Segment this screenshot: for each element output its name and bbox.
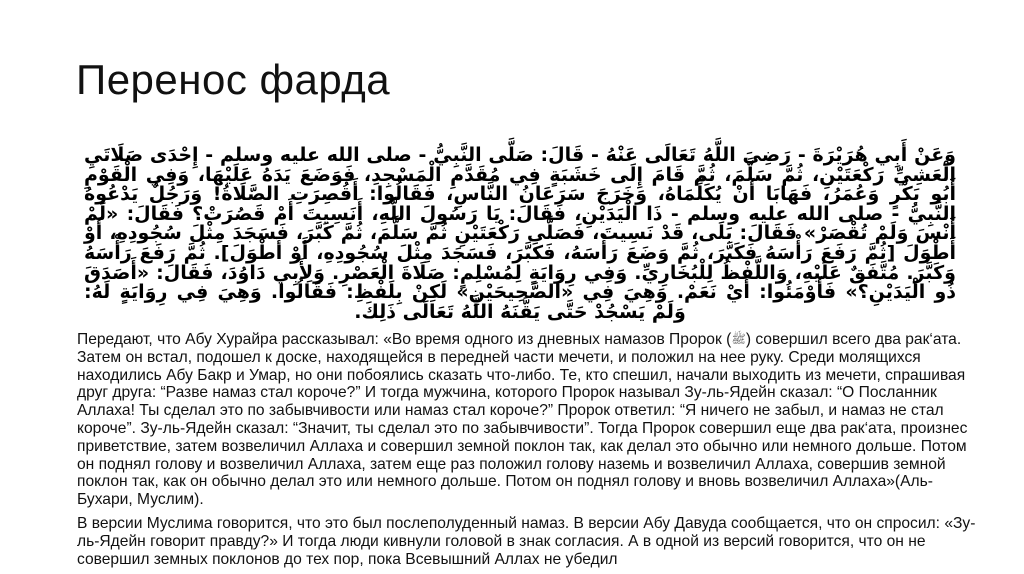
russian-translation (77, 331, 977, 574)
arabic-hadith-text: وَعَنْ أَبِي هُرَيْرَةَ - رَضِيَ اللَّهُ تَعَالَى عَنْهُ - قَالَ: صَلَّى النَّبِيُّ - صلى الله عليه وسلم - إِحْدَى صَلَاتَيِ الْعَشِيِّ رَكْعَتَيْنِ، ثُمَّ سَلَّمَ، ثُمَّ قَامَ إِلَى خَشَبَةٍ فِي مُقَدَّمِ الْمَسْجِدِ، فَوَضَعَ يَدَهُ عَلَيْهَا، وَفِي الْقَوْمِ أَبُو بَكْرٍ وَعُمَرُ، فَهَابَا أَنْ يُكَلِّمَاهُ، وَخَرَجَ سَرَعَانُ النَّاسِ، فَقَالُوا: أَقُصِرَتِ الصَّلَاةُ! وَرَجُلٌ يَدْعُوهُ النَّبِيُّ - صلى الله عليه وسلم - ذَا الْيَدَيْنِ، فَقَالَ: يَا رَسُولَ اللَّهِ، أَنَسِيتَ أَمْ قَصُرَتْ؟ فَقَالَ: «لَمْ أَنْسَ وَلَمْ تُقْصَرْ» فَقَالَ: بَلَى، قَدْ نَسِيتَ، فَصَلَّى رَكْعَتَيْنِ ثُمَّ سَلَّمَ، ثُمَّ كَبَّرَ، فَسَجَدَ مِثْلَ سُجُودِهِ، أَوْ أَطْوَلَ [ثُمَّ رَفَعَ رَأْسَهُ فَكَبَّرَ، ثُمَّ وَضَعَ رَأْسَهُ، فَكَبَّرَ، فَسَجَدَ مِثْلَ سُجُودِهِ، أَوْ أَطْوَلَ]. ثُمَّ رَفَعَ رَأْسَهُ وَكَبَّرَ. مُتَّفَقٌ عَلَيْهِ، وَاللَّفْظُ لِلْبُخَارِيِّ. وَفِي رِوَايَةٍ لِمُسْلِمٍ: صَلَاةَ الْعَصْرِ. وَلِأَبِي دَاوُدَ، فَقَالَ: «أَصَدَقَ ذُو الْيَدَيْنِ؟» فَأَوْمَئُوا: أَيْ نَعَمْ. وَهِيَ فِي «الصَّحِيحَيْنِ» لَكِنْ بِلَفْظِ: فَقَالُوا. وَهِيَ فِي رِوَايَةٍ لَهُ: وَلَمْ يَسْجُدْ حَتَّى يَقَّنَهُ اللَّهُ تَعَالَى ذَلِكَ. (84, 144, 956, 323)
translation-paragraph-2: В версии Муслима говорится, что это был послеполуденный намаз. В версии Абу Давуда сообщается, что он спросил: «Зу-ль-Ядейн говорит правду?» И тогда люди кивнули головой в знак согласия. А в одной из версий говорится, что он не совершил земных поклонов до тех пор, пока Всевышний Аллах не убедил (77, 514, 976, 568)
paragraph-1-text-end: ) совершил всего два рак‘ата. Затем он встал, подошел к доске, находящейся в передней части мечети, и положил на нее руку. Среди молящихся находились Абу Бакр и Умар, но они побоялись сказать что-либо. Те, кто спешил, начали выходить из мечети, спрашивая друг друга: “Разве намаз стал короче?” И тогда мужчина, которого Пророк называл Зу-ль-Ядейн сказал: “О Посланник Аллаха! Ты сделал это по забывчивости или намаз стал короче?” Пророк ответил: “Я ничего не забыл, и намаз не стал короче”. Зу-ль-Ядейн сказал: “Значит, ты сделал это по забывчивости”. Тогда Пророк совершил еще два рак‘ата, произнес приветствие, затем возвеличил Аллаха и совершил земной поклон так, как делал это обычно или немного дольше. Потом он поднял голову и возвеличил Аллаха, затем еще раз положил голову наземь и возвеличил Аллаха, совершив земной поклон так, как он обычно делал это или немного дольше. Потом он поднял голову и вновь возвеличил Аллаха»(Аль-Бухари, Муслим). (77, 331, 968, 509)
paragraph-1-text-start: Передают, что Абу Хурайра рассказывал: «Во время одного из дневных намазов Пророк ( (77, 331, 732, 348)
slide-title: Перенос фарда (76, 56, 391, 103)
salawat-icon: ﷺ (731, 332, 746, 346)
translation-paragraph-1 (77, 331, 977, 509)
